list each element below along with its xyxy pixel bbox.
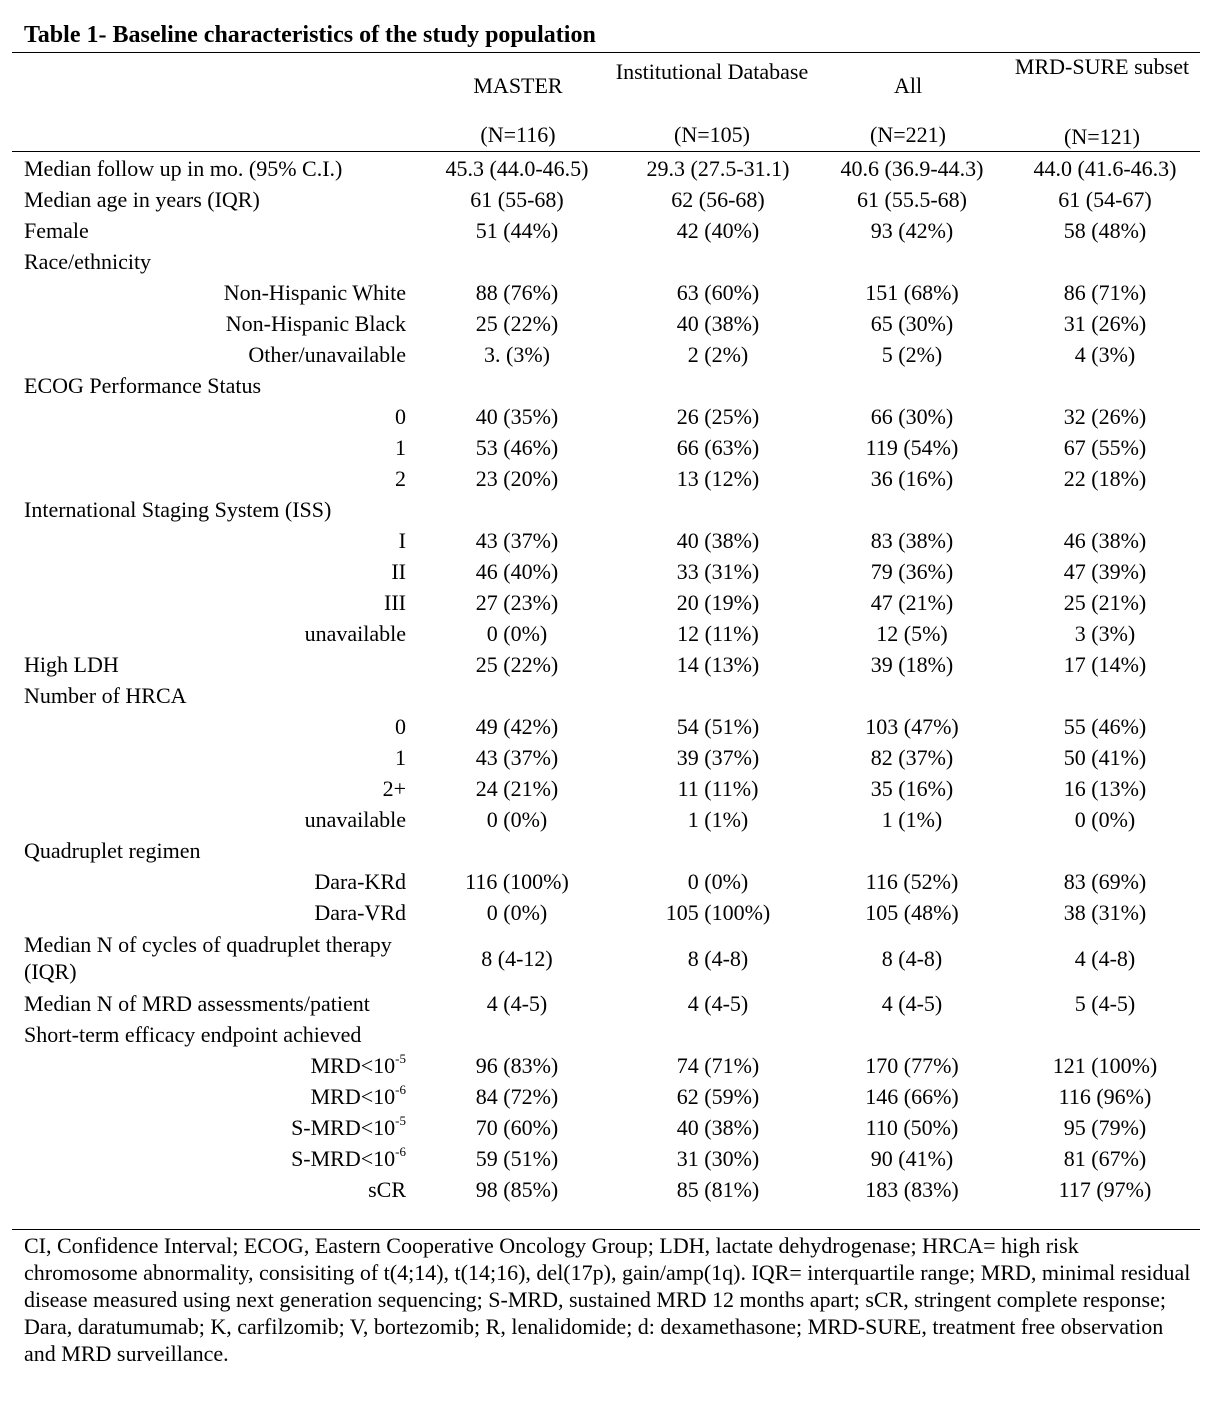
cell-value: 45.3 (44.0-46.5) [445, 156, 589, 181]
cell-value: 31 (26%) [1063, 311, 1147, 336]
cell-value: 105 (100%) [665, 900, 771, 925]
row-label-text: Dara-VRd [314, 900, 406, 925]
row-label-text: Median N of MRD assessments/patient [24, 991, 370, 1016]
table-row [12, 649, 1200, 680]
row-label [12, 339, 412, 370]
cell-value: 13 (12%) [676, 466, 760, 491]
table-row [12, 897, 1200, 928]
row-label-text: S-MRD<10 [291, 1115, 396, 1140]
row-label [12, 556, 412, 587]
cell-value: 38 (31%) [1063, 900, 1147, 925]
table-row [12, 153, 1200, 184]
cell-value: 65 (30%) [870, 311, 954, 336]
cell-value: 12 (5%) [876, 621, 948, 646]
cell-value: 116 (100%) [465, 869, 569, 894]
cell-value: 53 (46%) [475, 435, 559, 460]
cell-value: 40 (35%) [475, 404, 559, 429]
cell-value: 49 (42%) [475, 714, 559, 739]
row-label-text: III [384, 590, 406, 615]
row-label [12, 184, 412, 215]
cell-value [814, 835, 1010, 866]
cell-value [814, 680, 1010, 711]
cell-value: 14 (13%) [676, 652, 760, 677]
row-label [12, 153, 412, 184]
table-row [12, 556, 1200, 587]
cell-value: 183 (83%) [865, 1177, 959, 1202]
cell-value: 17 (14%) [1063, 652, 1147, 677]
row-label [12, 1143, 412, 1174]
table-row [12, 432, 1200, 463]
row-label-text: Other/unavailable [248, 342, 406, 367]
row-label-text: 0 [395, 714, 406, 739]
table-row [12, 525, 1200, 556]
row-label-text: Median N of cycles of quadruplet therapy (IQR) [24, 932, 392, 984]
cell-value: 0 (0%) [486, 900, 548, 925]
row-label-exponent: -6 [395, 1144, 406, 1159]
cell-value: 24 (21%) [475, 776, 559, 801]
cell-value [622, 1019, 814, 1050]
cell-value: 3. (3%) [484, 342, 550, 367]
table-row [12, 215, 1200, 246]
cell-value: 82 (37%) [870, 745, 954, 770]
table-row [12, 988, 1200, 1019]
cell-value: 39 (37%) [676, 745, 760, 770]
row-label-text: 1 [395, 745, 406, 770]
cell-value: 74 (71%) [676, 1053, 760, 1078]
row-label [12, 1081, 412, 1112]
cell-value: 8 (4-8) [881, 945, 943, 971]
cell-value [814, 370, 1010, 401]
cell-value: 8 (4-8) [687, 945, 749, 971]
cell-value: 4 (4-5) [486, 991, 548, 1016]
cell-value: 25 (21%) [1063, 590, 1147, 615]
cell-value: 58 (48%) [1063, 218, 1147, 243]
cell-value: 47 (39%) [1063, 559, 1147, 584]
cell-value [622, 680, 814, 711]
table-row [12, 928, 1200, 988]
table-row [12, 773, 1200, 804]
row-label-text: unavailable [304, 807, 406, 832]
cell-value: 117 (97%) [1058, 1177, 1152, 1202]
cell-value: 25 (22%) [475, 311, 559, 336]
cell-value: 88 (76%) [475, 280, 559, 305]
table-row [12, 680, 1200, 711]
table-row [12, 835, 1200, 866]
table-row [12, 742, 1200, 773]
col-n-all: (N=221) [870, 122, 946, 147]
row-label [12, 866, 412, 897]
cell-value [622, 370, 814, 401]
cell-value: 93 (42%) [870, 218, 954, 243]
row-label [12, 742, 412, 773]
cell-value: 20 (19%) [676, 590, 760, 615]
row-label [12, 804, 412, 835]
cell-value: 40 (38%) [676, 528, 760, 553]
row-label [12, 401, 412, 432]
cell-value: 105 (48%) [865, 900, 959, 925]
row-label [12, 587, 412, 618]
cell-value: 61 (55-68) [470, 187, 564, 212]
cell-value: 50 (41%) [1063, 745, 1147, 770]
cell-value: 23 (20%) [475, 466, 559, 491]
cell-value: 170 (77%) [865, 1053, 959, 1078]
row-label-text: S-MRD<10 [291, 1146, 396, 1171]
cell-value: 4 (4-5) [881, 991, 943, 1016]
cell-value [1010, 246, 1200, 277]
cell-value: 62 (56-68) [671, 187, 765, 212]
table-row [12, 1081, 1200, 1112]
cell-value: 95 (79%) [1063, 1115, 1147, 1140]
cell-value: 22 (18%) [1063, 466, 1147, 491]
row-label [12, 988, 412, 1019]
cell-value: 151 (68%) [865, 280, 959, 305]
table-row [12, 494, 1200, 525]
cell-value: 59 (51%) [475, 1146, 559, 1171]
cell-value: 96 (83%) [475, 1053, 559, 1078]
cell-value: 16 (13%) [1063, 776, 1147, 801]
cell-value: 40.6 (36.9-44.3) [840, 156, 984, 181]
cell-value: 40 (38%) [676, 1115, 760, 1140]
cell-value: 43 (37%) [475, 745, 559, 770]
table-row [12, 1019, 1200, 1050]
cell-value: 1 (1%) [881, 807, 943, 832]
cell-value: 0 (0%) [1074, 807, 1136, 832]
row-label-text: Median age in years (IQR) [24, 187, 260, 212]
table-row [12, 339, 1200, 370]
cell-value: 4 (4-8) [1074, 945, 1136, 971]
row-label-text: Race/ethnicity [24, 249, 152, 274]
cell-value: 54 (51%) [676, 714, 760, 739]
row-label [12, 246, 412, 277]
cell-value: 86 (71%) [1063, 280, 1147, 305]
cell-value: 103 (47%) [865, 714, 959, 739]
cell-value: 47 (21%) [870, 590, 954, 615]
row-label-text: 0 [395, 404, 406, 429]
cell-value [814, 1019, 1010, 1050]
cell-value: 4 (4-5) [687, 991, 749, 1016]
cell-value: 5 (4-5) [1074, 991, 1136, 1016]
cell-value: 3 (3%) [1074, 621, 1136, 646]
row-label-text: II [391, 559, 406, 584]
row-label-text: MRD<10 [310, 1084, 396, 1109]
col-n-institutional: (N=105) [674, 122, 750, 147]
cell-value: 51 (44%) [475, 218, 559, 243]
table-footnote: CI, Confidence Interval; ECOG, Eastern Cooperative Oncology Group; LDH, lactate dehydrogenase; HRCA= high risk chromosome abnormality, consisiting of t(4;14), t(14;16), del(17p), gain/amp(1q). IQR= interquartile range; MRD, minimal residual disease measured using next generation sequencing; S-MRD, sustained MRD 12 months apart; sCR, stringent complete response; Dara, daratumumab; K, carfilzomib; V, bortezomib; R, lenalidomide; d: dexamethasone; MRD-SURE, treatment free observation and MRD surveillance. [24, 1233, 1191, 1366]
cell-value [412, 370, 622, 401]
cell-value: 11 (11%) [677, 776, 759, 801]
row-label [12, 1019, 412, 1050]
cell-value: 0 (0%) [486, 621, 548, 646]
cell-value: 29.3 (27.5-31.1) [646, 156, 790, 181]
cell-value: 31 (30%) [676, 1146, 760, 1171]
table-row [12, 370, 1200, 401]
row-label-exponent: -5 [395, 1113, 406, 1128]
row-label-exponent: -6 [395, 1082, 406, 1097]
cell-value: 62 (59%) [676, 1084, 760, 1109]
cell-value: 2 (2%) [687, 342, 749, 367]
cell-value: 63 (60%) [676, 280, 760, 305]
cell-value: 70 (60%) [475, 1115, 559, 1140]
cell-value: 40 (38%) [676, 311, 760, 336]
cell-value: 146 (66%) [865, 1084, 959, 1109]
cell-value: 55 (46%) [1063, 714, 1147, 739]
row-label-text: 2+ [382, 776, 406, 801]
row-label-text: International Staging System (ISS) [24, 497, 332, 522]
row-label-text: unavailable [304, 621, 406, 646]
row-label-text: Female [24, 218, 89, 243]
row-label [12, 432, 412, 463]
cell-value: 1 (1%) [687, 807, 749, 832]
row-label-text: sCR [368, 1177, 406, 1202]
col-n-mrd-sure: (N=121) [1064, 124, 1140, 149]
col-header-all: All [893, 73, 923, 98]
cell-value [814, 246, 1010, 277]
cell-value: 5 (2%) [881, 342, 943, 367]
table-row [12, 277, 1200, 308]
cell-value: 0 (0%) [486, 807, 548, 832]
data-table [12, 153, 1200, 1205]
table-row [12, 246, 1200, 277]
cell-value: 79 (36%) [870, 559, 954, 584]
cell-value: 116 (52%) [865, 869, 959, 894]
table-row [12, 184, 1200, 215]
cell-value: 46 (40%) [475, 559, 559, 584]
cell-value: 83 (38%) [870, 528, 954, 553]
cell-value [412, 1019, 622, 1050]
row-label [12, 1112, 412, 1143]
cell-value: 46 (38%) [1063, 528, 1147, 553]
cell-value: 4 (3%) [1074, 342, 1136, 367]
row-label [12, 1174, 412, 1205]
row-label [12, 649, 412, 680]
cell-value: 90 (41%) [870, 1146, 954, 1171]
cell-value [622, 246, 814, 277]
cell-value: 43 (37%) [475, 528, 559, 553]
table-title: Table 1- Baseline characteristics of the study population [24, 22, 596, 48]
row-label [12, 463, 412, 494]
cell-value: 25 (22%) [475, 652, 559, 677]
cell-value [622, 494, 814, 525]
col-header-mrd-sure: MRD-SURE subset [1014, 54, 1190, 79]
row-label [12, 370, 412, 401]
cell-value: 81 (67%) [1063, 1146, 1147, 1171]
cell-value: 12 (11%) [677, 621, 759, 646]
row-label-text: Dara-KRd [314, 869, 406, 894]
row-label-text: High LDH [24, 652, 119, 677]
cell-value: 42 (40%) [676, 218, 760, 243]
cell-value: 66 (63%) [676, 435, 760, 460]
row-label-text: Median follow up in mo. (95% C.I.) [24, 156, 343, 181]
cell-value: 67 (55%) [1063, 435, 1147, 460]
cell-value: 66 (30%) [870, 404, 954, 429]
row-label [12, 1050, 412, 1081]
table-row [12, 1143, 1200, 1174]
row-label [12, 773, 412, 804]
cell-value: 61 (55.5-68) [857, 187, 967, 212]
row-label-text: I [398, 528, 406, 553]
row-label [12, 215, 412, 246]
row-label [12, 525, 412, 556]
cell-value: 85 (81%) [676, 1177, 760, 1202]
row-label-text: 2 [395, 466, 406, 491]
table-row [12, 587, 1200, 618]
col-header-master: MASTER [473, 73, 563, 98]
cell-value: 33 (31%) [676, 559, 760, 584]
bottom-rule [12, 1229, 1200, 1230]
cell-value [412, 680, 622, 711]
row-label [12, 494, 412, 525]
cell-value [412, 494, 622, 525]
table-row [12, 463, 1200, 494]
cell-value: 44.0 (41.6-46.3) [1033, 156, 1177, 181]
table-row [12, 401, 1200, 432]
table-row [12, 308, 1200, 339]
cell-value: 32 (26%) [1063, 404, 1147, 429]
row-label [12, 308, 412, 339]
row-label [12, 680, 412, 711]
row-label-text: Non-Hispanic White [223, 280, 406, 305]
cell-value [1010, 370, 1200, 401]
row-label [12, 618, 412, 649]
cell-value: 98 (85%) [475, 1177, 559, 1202]
row-label-text: Quadruplet regimen [24, 838, 201, 863]
table-row [12, 866, 1200, 897]
table-row [12, 804, 1200, 835]
row-label-text: Non-Hispanic Black [225, 311, 406, 336]
cell-value: 35 (16%) [870, 776, 954, 801]
cell-value [412, 835, 622, 866]
table-row [12, 711, 1200, 742]
cell-value: 0 (0%) [687, 869, 749, 894]
cell-value [1010, 835, 1200, 866]
cell-value [622, 835, 814, 866]
table-row [12, 1174, 1200, 1205]
cell-value: 84 (72%) [475, 1084, 559, 1109]
row-label-text: Short-term efficacy endpoint achieved [24, 1022, 362, 1047]
cell-value: 27 (23%) [475, 590, 559, 615]
table-row [12, 618, 1200, 649]
cell-value: 119 (54%) [865, 435, 959, 460]
cell-value [1010, 1019, 1200, 1050]
row-label-text: Number of HRCA [24, 683, 187, 708]
row-label [12, 835, 412, 866]
cell-value [814, 494, 1010, 525]
cell-value [1010, 680, 1200, 711]
table-row [12, 1112, 1200, 1143]
cell-value: 116 (96%) [1058, 1084, 1152, 1109]
table-row [12, 1050, 1200, 1081]
cell-value: 39 (18%) [870, 652, 954, 677]
row-label-text: MRD<10 [310, 1053, 396, 1078]
col-n-master: (N=116) [480, 122, 556, 147]
cell-value: 36 (16%) [870, 466, 954, 491]
row-label [12, 897, 412, 928]
header-rule [12, 151, 1200, 152]
cell-value: 83 (69%) [1063, 869, 1147, 894]
cell-value: 26 (25%) [676, 404, 760, 429]
cell-value: 8 (4-12) [481, 945, 553, 971]
cell-value [412, 246, 622, 277]
col-header-institutional: Institutional Database [615, 59, 809, 84]
cell-value: 110 (50%) [865, 1115, 959, 1140]
cell-value: 61 (54-67) [1058, 187, 1152, 212]
cell-value: 121 (100%) [1052, 1053, 1158, 1078]
row-label-exponent: -5 [395, 1051, 406, 1066]
cell-value [1010, 494, 1200, 525]
row-label [12, 277, 412, 308]
row-label-text: 1 [395, 435, 406, 460]
row-label [12, 928, 412, 988]
row-label-text: ECOG Performance Status [24, 373, 262, 398]
row-label [12, 711, 412, 742]
